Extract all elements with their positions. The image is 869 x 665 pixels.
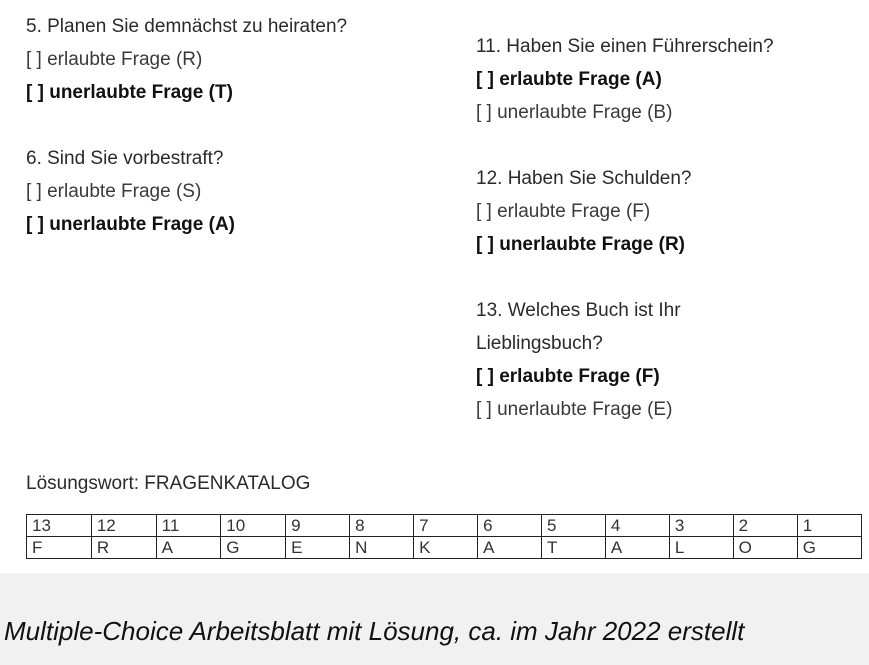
solution-key-table [26, 514, 862, 559]
key-letter-cell: N [350, 537, 414, 559]
option-not-allowed[interactable]: [ ] unerlaubte Frage (T) [26, 82, 233, 103]
key-number-cell: 3 [669, 515, 733, 537]
question-12 [476, 162, 692, 261]
key-letter-cell: O [733, 537, 797, 559]
key-letter-row [27, 537, 862, 559]
key-number-cell: 5 [542, 515, 606, 537]
key-number-cell: 1 [797, 515, 861, 537]
key-letter-cell: A [605, 537, 669, 559]
key-letter-cell: G [221, 537, 286, 559]
option-allowed[interactable]: [ ] erlaubte Frage (S) [26, 181, 202, 202]
question-text: 11. Haben Sie einen Führerschein? [476, 36, 774, 57]
option-not-allowed[interactable]: [ ] unerlaubte Frage (E) [476, 399, 673, 420]
question-text: 12. Haben Sie Schulden? [476, 168, 692, 189]
key-letter-cell: K [414, 537, 478, 559]
key-letter-cell: R [91, 537, 156, 559]
question-13 [476, 294, 681, 426]
option-allowed[interactable]: [ ] erlaubte Frage (R) [26, 49, 203, 70]
key-number-cell: 10 [221, 515, 286, 537]
key-number-cell: 2 [733, 515, 797, 537]
question-text-line-1: 13. Welches Buch ist Ihr [476, 300, 681, 321]
option-not-allowed[interactable]: [ ] unerlaubte Frage (R) [476, 234, 686, 255]
key-number-cell: 8 [350, 515, 414, 537]
question-text: 5. Planen Sie demnächst zu heiraten? [26, 16, 348, 37]
solution-word-label: Lösungswort: FRAGENKATALOG [26, 473, 311, 494]
key-letter-cell: A [156, 537, 221, 559]
option-not-allowed[interactable]: [ ] unerlaubte Frage (A) [26, 214, 236, 235]
question-5 [26, 10, 347, 109]
option-allowed[interactable]: [ ] erlaubte Frage (F) [476, 201, 651, 222]
key-number-cell: 4 [605, 515, 669, 537]
question-11 [476, 30, 774, 129]
key-number-cell: 13 [27, 515, 92, 537]
question-text-line-2: Lieblingsbuch? [476, 333, 603, 354]
key-number-cell: 9 [286, 515, 350, 537]
option-allowed[interactable]: [ ] erlaubte Frage (A) [476, 69, 662, 90]
key-number-cell: 6 [478, 515, 542, 537]
key-letter-cell: A [478, 537, 542, 559]
key-number-cell: 11 [156, 515, 221, 537]
question-text: 6. Sind Sie vorbestraft? [26, 148, 224, 169]
image-caption: Multiple-Choice Arbeitsblatt mit Lösung, ca. im Jahr 2022 erstellt [4, 616, 745, 646]
key-letter-cell: T [542, 537, 606, 559]
key-letter-cell: F [27, 537, 92, 559]
question-6 [26, 142, 235, 241]
key-number-cell: 7 [414, 515, 478, 537]
option-not-allowed[interactable]: [ ] unerlaubte Frage (B) [476, 102, 673, 123]
key-letter-cell: L [669, 537, 733, 559]
key-letter-cell: E [286, 537, 350, 559]
key-number-cell: 12 [91, 515, 156, 537]
key-number-row [27, 515, 862, 537]
key-letter-cell: G [797, 537, 861, 559]
option-allowed[interactable]: [ ] erlaubte Frage (F) [476, 366, 660, 387]
